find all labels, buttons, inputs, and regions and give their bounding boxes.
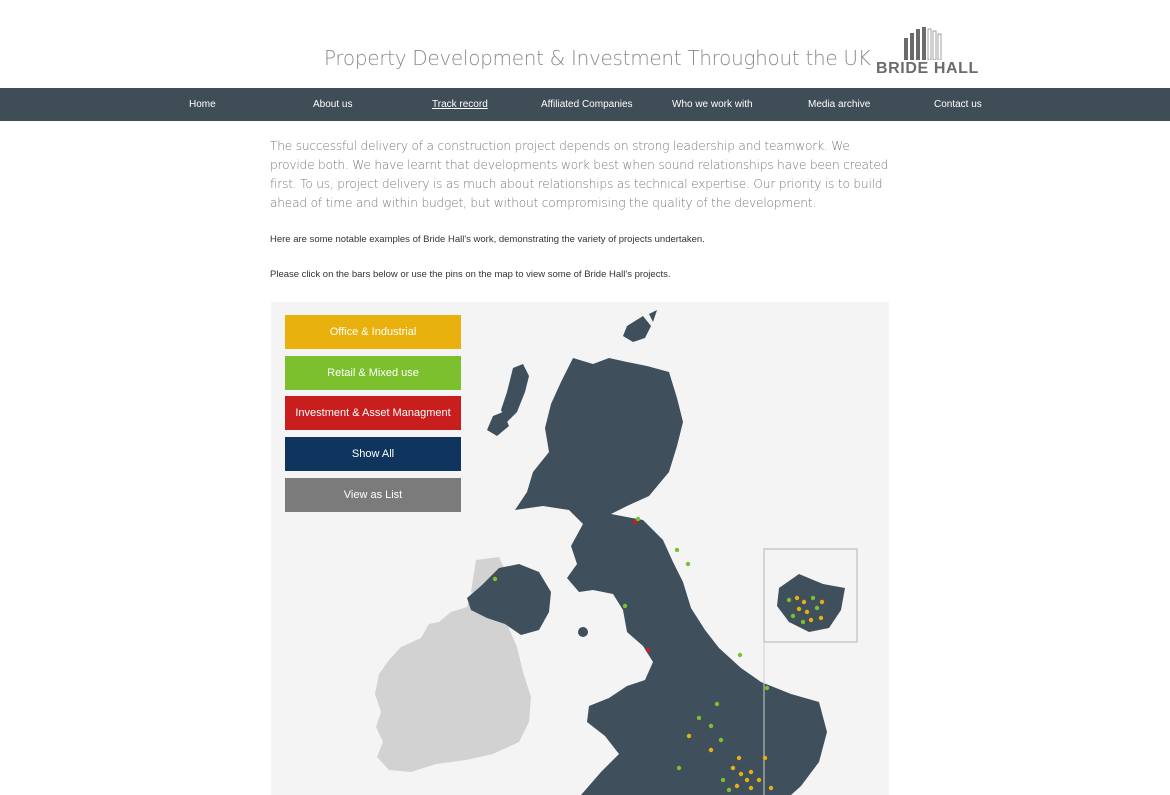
logo-wordmark: BRIDE HALL — [876, 60, 979, 77]
bride-hall-logo[interactable] — [876, 26, 979, 80]
project-pin-retail[interactable] — [811, 596, 815, 600]
project-pin-office[interactable] — [809, 618, 813, 622]
project-pin-retail[interactable] — [791, 614, 795, 618]
nav-about-us[interactable]: About us — [313, 99, 353, 110]
project-pin-office[interactable] — [819, 616, 823, 620]
project-pin-retail[interactable] — [715, 702, 719, 706]
main-navigation — [0, 88, 1170, 121]
project-pin-retail[interactable] — [636, 517, 640, 521]
nav-contact-us[interactable]: Contact us — [934, 99, 982, 110]
nav-media-archive[interactable]: Media archive — [808, 99, 871, 110]
project-pin-office[interactable] — [749, 786, 753, 790]
examples-note: Here are some notable examples of Bride Hall's work, demonstrating the variety of projects undertaken. — [270, 234, 705, 245]
project-pin-retail[interactable] — [709, 724, 713, 728]
filter-show-all-button[interactable]: Show All — [285, 437, 461, 471]
project-pin-office[interactable] — [709, 748, 713, 752]
project-pin-retail[interactable] — [697, 716, 701, 720]
project-pin-office[interactable] — [731, 766, 735, 770]
isle-of-man-landmass — [578, 627, 588, 637]
filter-retail-mixed-use-button[interactable]: Retail & Mixed use — [285, 356, 461, 390]
project-pin-retail[interactable] — [675, 548, 679, 552]
project-pin-investment[interactable] — [646, 648, 650, 652]
project-pin-retail[interactable] — [787, 598, 791, 602]
project-pin-retail[interactable] — [727, 788, 731, 792]
project-pin-office[interactable] — [805, 610, 809, 614]
instructions-note: Please click on the bars below or use the pins on the map to view some of Bride Hall's projects. — [270, 269, 671, 280]
project-pin-retail[interactable] — [493, 577, 497, 581]
project-pin-office[interactable] — [739, 772, 743, 776]
project-pin-retail[interactable] — [721, 778, 725, 782]
western-isles-landmass — [501, 364, 529, 422]
shetland-landmass — [649, 310, 657, 322]
project-pin-office[interactable] — [769, 786, 773, 790]
project-pin-retail[interactable] — [677, 766, 681, 770]
orkney-landmass — [623, 316, 651, 342]
project-pin-retail[interactable] — [686, 562, 690, 566]
site-header — [0, 0, 1170, 88]
view-as-list-button[interactable]: View as List — [285, 478, 461, 512]
nav-who-we-work-with[interactable]: Who we work with — [672, 99, 753, 110]
project-pin-office[interactable] — [763, 756, 767, 760]
nav-track-record[interactable]: Track record — [432, 99, 488, 110]
project-pin-office[interactable] — [745, 778, 749, 782]
project-pin-office[interactable] — [735, 784, 739, 788]
project-pin-office[interactable] — [687, 734, 691, 738]
project-pin-office[interactable] — [797, 607, 801, 611]
great-britain-landmass — [515, 358, 827, 795]
project-pin-retail[interactable] — [801, 620, 805, 624]
project-pin-office[interactable] — [795, 596, 799, 600]
intro-paragraph: The successful delivery of a construction project depends on strong leadership and teamwork. We provide both. We have learnt that developments work best when sound relationships have been created first. To us, project delivery is as much about relationships as technical expertise. Our priority is to build ahead of time and within budget, but without compromising the quality of the development. — [270, 139, 889, 210]
project-pin-retail[interactable] — [623, 604, 627, 608]
nav-home[interactable]: Home — [189, 99, 216, 110]
site-tagline: Property Development & Investment Throughout the UK — [324, 46, 871, 70]
projects-map-panel — [271, 302, 889, 795]
nav-affiliated-companies[interactable]: Affiliated Companies — [541, 99, 633, 110]
project-pin-office[interactable] — [749, 770, 753, 774]
project-pin-retail[interactable] — [765, 686, 769, 690]
project-pin-retail[interactable] — [719, 738, 723, 742]
project-pin-retail[interactable] — [815, 606, 819, 610]
london-inset-landmass — [777, 574, 845, 632]
project-pin-office[interactable] — [820, 600, 824, 604]
project-pin-office[interactable] — [737, 756, 741, 760]
project-pin-office[interactable] — [802, 600, 806, 604]
filter-office-industrial-button[interactable]: Office & Industrial — [285, 315, 461, 349]
project-pin-retail[interactable] — [738, 653, 742, 657]
filter-investment-asset-management-button[interactable]: Investment & Asset Managment — [285, 396, 461, 430]
project-pin-office[interactable] — [757, 778, 761, 782]
building-logo-icon — [904, 26, 944, 60]
